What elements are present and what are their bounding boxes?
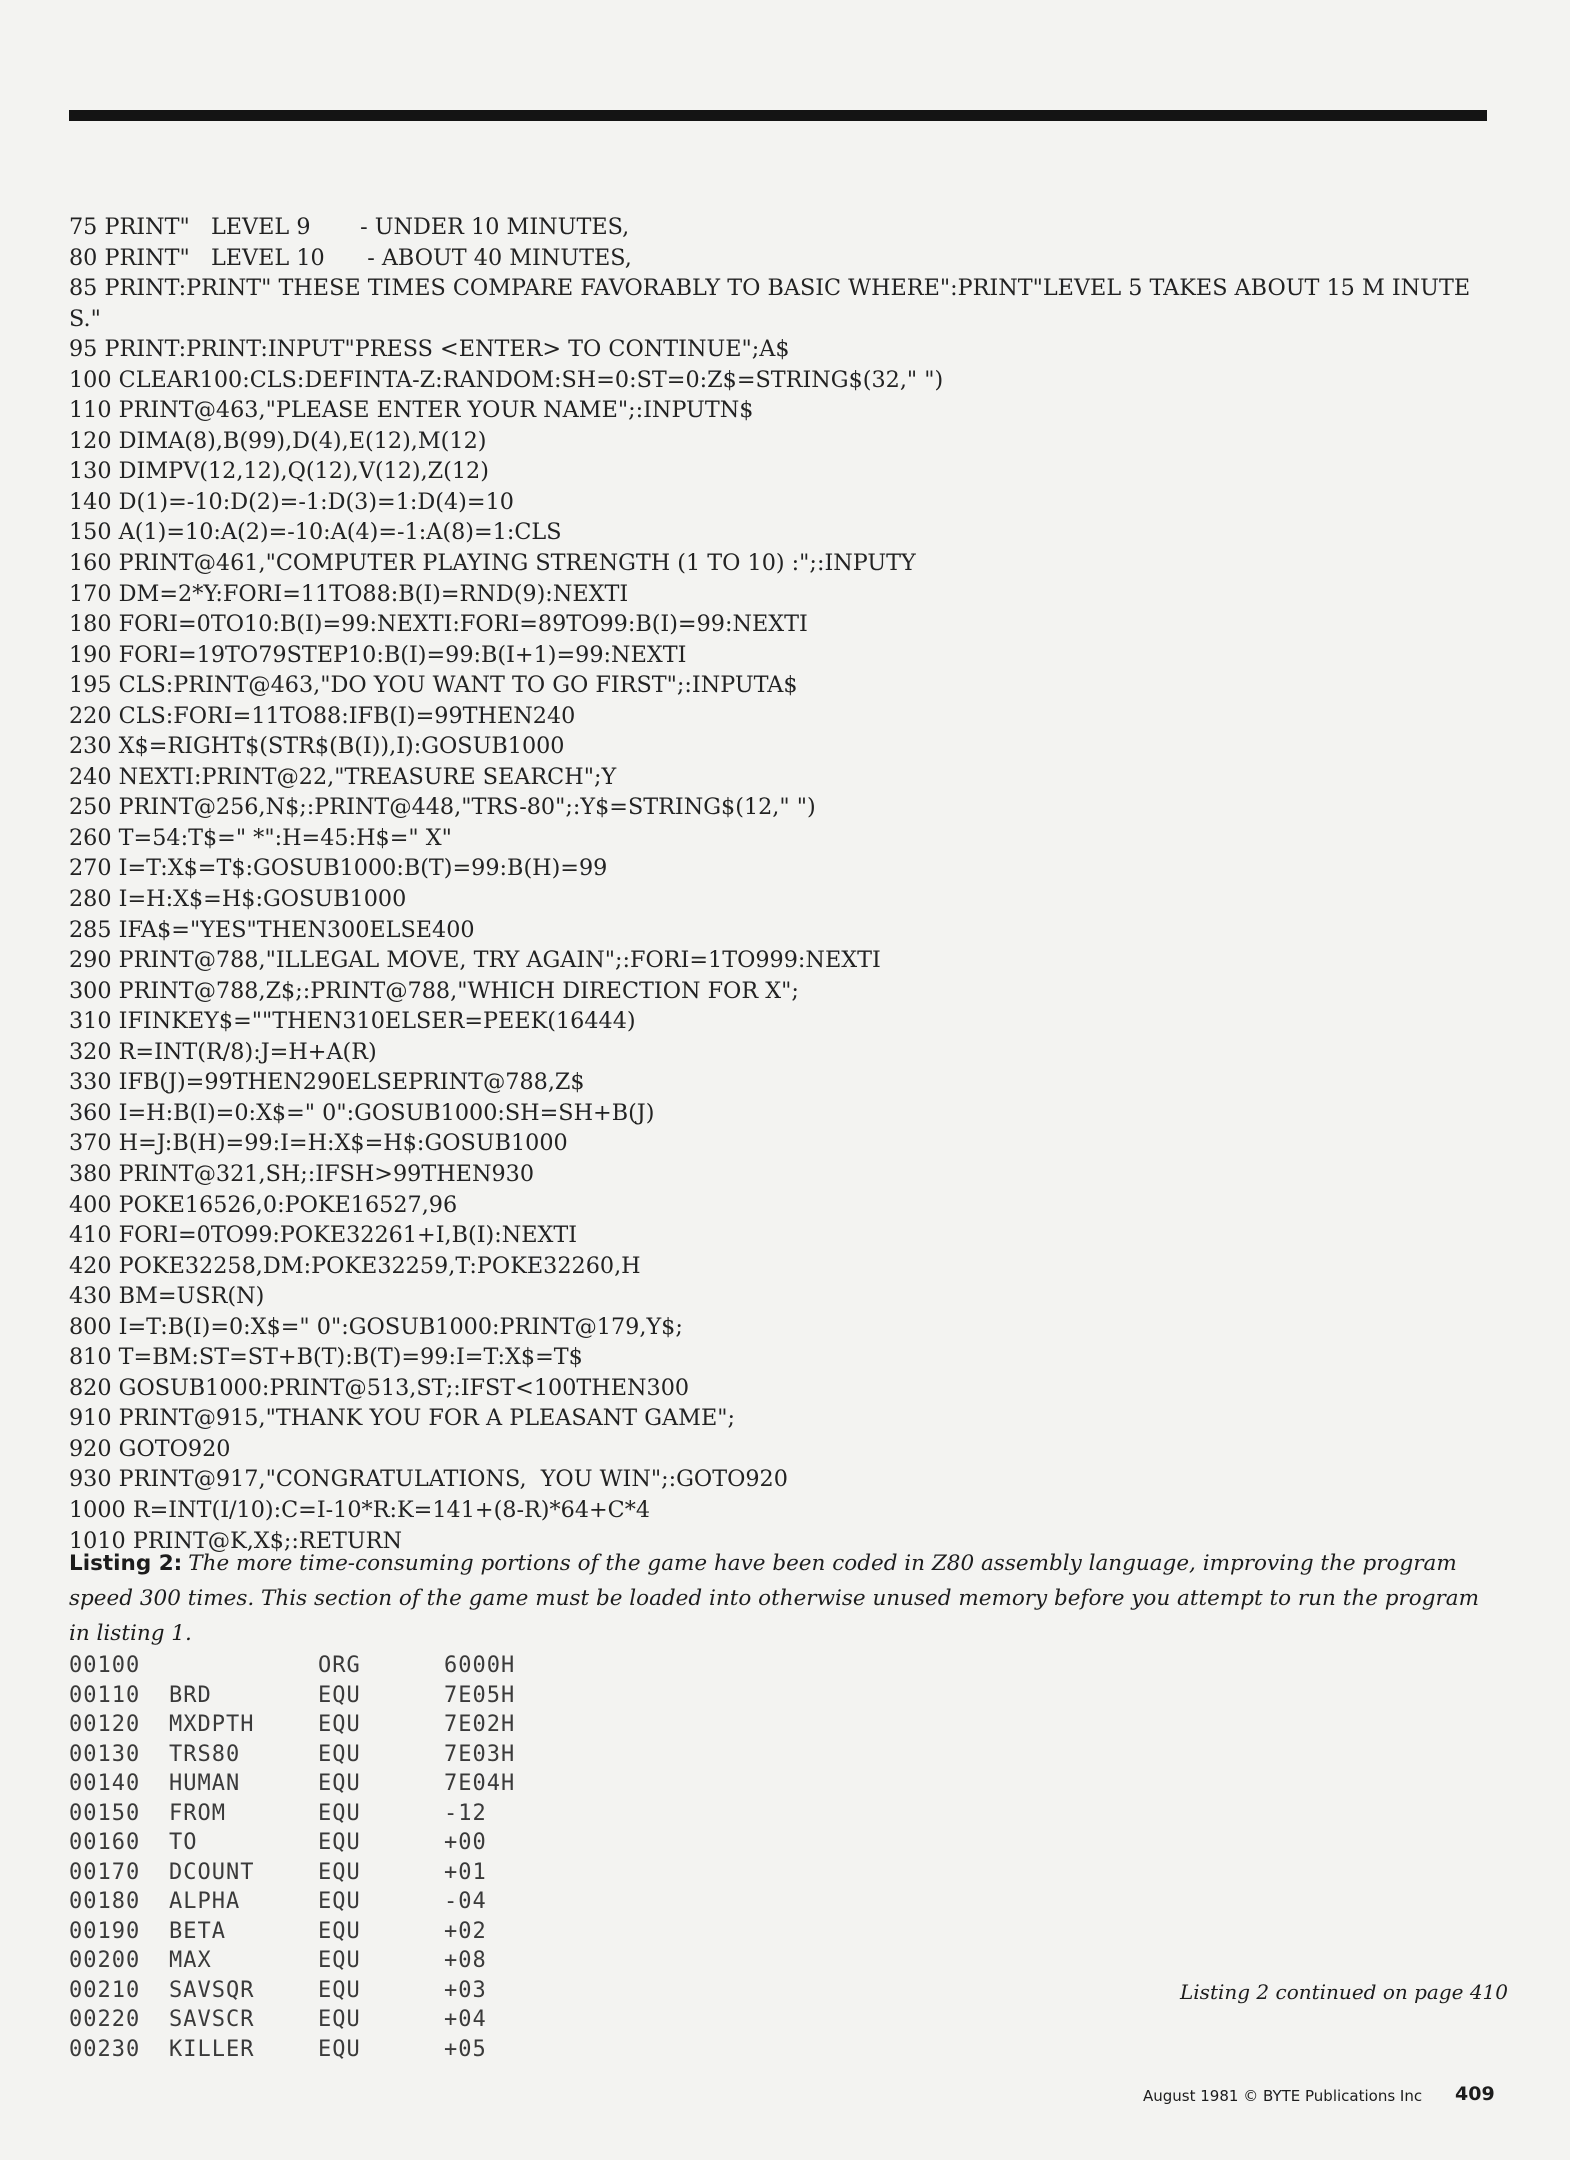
asm-label: TRS80 <box>169 1741 241 1767</box>
code-line: 80 PRINT" LEVEL 10 - ABOUT 40 MINUTES, <box>69 244 632 271</box>
asm-line-number: 00110 <box>69 1682 141 1708</box>
asm-operand: -12 <box>444 1800 487 1826</box>
code-line: 150 A(1)=10:A(2)=-10:A(4)=-1:A(8)=1:CLS <box>69 519 562 546</box>
asm-opcode: EQU <box>318 1889 361 1914</box>
asm-operand: 7E05H <box>444 1682 516 1708</box>
asm-line-number: 00230 <box>69 2036 141 2062</box>
asm-opcode: EQU <box>318 2036 361 2062</box>
asm-row <box>69 2005 789 2035</box>
asm-line-number: 00140 <box>69 1771 141 1796</box>
asm-label: ALPHA <box>169 1889 241 1914</box>
code-line: 1010 PRINT@K,X$;:RETURN <box>69 1527 402 1554</box>
asm-row <box>69 1740 789 1770</box>
code-line: 910 PRINT@915,"THANK YOU FOR A PLEASANT GAME"; <box>69 1405 736 1432</box>
asm-opcode: EQU <box>318 2007 361 2032</box>
code-line: 85 PRINT:PRINT" THESE TIMES COMPARE FAVORABLY TO BASIC WHERE":PRINT"LEVEL 5 TAKES ABOUT 15 M INUTES." <box>69 275 1471 332</box>
asm-row <box>69 1976 789 2006</box>
asm-line-number: 00100 <box>69 1653 141 1678</box>
asm-operand: -04 <box>444 1889 487 1914</box>
code-line: 400 POKE16526,0:POKE16527,96 <box>69 1191 458 1218</box>
asm-opcode: EQU <box>318 1948 361 1973</box>
asm-label: TO <box>169 1830 198 1855</box>
asm-label: FROM <box>169 1800 226 1826</box>
code-line: 930 PRINT@917,"CONGRATULATIONS, YOU WIN";:GOTO920 <box>69 1466 788 1493</box>
asm-label: HUMAN <box>169 1771 241 1796</box>
asm-line-number: 00210 <box>69 1977 141 2003</box>
listing-2-caption <box>69 1546 1489 1651</box>
asm-operand: +08 <box>444 1948 487 1973</box>
asm-line-number: 00170 <box>69 1859 141 1885</box>
asm-row <box>69 1681 789 1711</box>
asm-label: DCOUNT <box>169 1859 255 1885</box>
code-line: 250 PRINT@256,N$;:PRINT@448,"TRS-80";:Y$=STRING$(12," ") <box>69 794 816 821</box>
asm-opcode: EQU <box>318 1771 361 1796</box>
code-line: 820 GOSUB1000:PRINT@513,ST;:IFST<100THEN300 <box>69 1374 690 1401</box>
asm-operand: +03 <box>444 1977 487 2003</box>
asm-label: SAVSCR <box>169 2007 255 2032</box>
code-line: 810 T=BM:ST=ST+B(T):B(T)=99:I=T:X$=T$ <box>69 1344 583 1371</box>
code-line: 140 D(1)=-10:D(2)=-1:D(3)=1:D(4)=10 <box>69 488 514 515</box>
code-line: 280 I=H:X$=H$:GOSUB1000 <box>69 886 407 913</box>
code-line: 120 DIMA(8),B(99),D(4),E(12),M(12) <box>69 427 487 454</box>
code-line: 290 PRINT@788,"ILLEGAL MOVE, TRY AGAIN";:FORI=1TO999:NEXTI <box>69 947 881 974</box>
asm-line-number: 00160 <box>69 1830 141 1855</box>
footer-credit: August 1981 © BYTE Publications Inc <box>1143 2087 1423 2105</box>
code-line: 920 GOTO920 <box>69 1435 231 1462</box>
code-line: 270 I=T:X$=T$:GOSUB1000:B(T)=99:B(H)=99 <box>69 855 608 882</box>
page-number: 409 <box>1455 2083 1495 2105</box>
asm-row <box>69 1828 789 1858</box>
asm-row <box>69 1769 789 1799</box>
code-line: 800 I=T:B(I)=0:X$=" 0":GOSUB1000:PRINT@179,Y$; <box>69 1313 683 1340</box>
code-line: 310 IFINKEY$=""THEN310ELSER=PEEK(16444) <box>69 1008 636 1035</box>
asm-opcode: EQU <box>318 1682 361 1708</box>
asm-opcode: ORG <box>318 1653 361 1678</box>
basic-listing <box>69 212 1499 1556</box>
asm-operand: +01 <box>444 1859 487 1885</box>
asm-opcode: EQU <box>318 1859 361 1885</box>
asm-label: KILLER <box>169 2036 255 2062</box>
assembly-listing <box>69 1651 789 2064</box>
asm-row <box>69 1799 789 1829</box>
code-line: 320 R=INT(R/8):J=H+A(R) <box>69 1038 377 1065</box>
code-line: 410 FORI=0TO99:POKE32261+I,B(I):NEXTI <box>69 1222 578 1249</box>
asm-row <box>69 1917 789 1947</box>
asm-row <box>69 1887 789 1917</box>
code-line: 190 FORI=19TO79STEP10:B(I)=99:B(I+1)=99:NEXTI <box>69 641 687 668</box>
asm-row <box>69 1946 789 1976</box>
asm-label: BRD <box>169 1682 212 1708</box>
asm-row <box>69 1651 789 1681</box>
asm-line-number: 00190 <box>69 1918 141 1944</box>
caption-label: Listing 2: <box>69 1551 183 1576</box>
caption-text: The more time-consuming portions of the game have been coded in Z80 assembly language, improving the program speed 300 times. This section of the game must be loaded into otherwise unused memory before you attempt to run the program in listing 1. <box>69 1551 1479 1646</box>
asm-opcode: EQU <box>318 1918 361 1944</box>
code-line: 100 CLEAR100:CLS:DEFINTA-Z:RANDOM:SH=0:ST=0:Z$=STRING$(32," ") <box>69 366 944 393</box>
asm-opcode: EQU <box>318 1712 361 1737</box>
asm-opcode: EQU <box>318 1741 361 1767</box>
code-line: 170 DM=2*Y:FORI=11TO88:B(I)=RND(9):NEXTI <box>69 580 629 607</box>
asm-line-number: 00200 <box>69 1948 141 1973</box>
asm-label: MAX <box>169 1948 212 1973</box>
code-line: 95 PRINT:PRINT:INPUT"PRESS <ENTER> TO CONTINUE";A$ <box>69 336 790 363</box>
asm-operand: 6000H <box>444 1653 516 1678</box>
asm-line-number: 00150 <box>69 1800 141 1826</box>
asm-label: SAVSQR <box>169 1977 255 2003</box>
asm-opcode: EQU <box>318 1830 361 1855</box>
code-line: 195 CLS:PRINT@463,"DO YOU WANT TO GO FIRST";:INPUTA$ <box>69 672 798 699</box>
asm-opcode: EQU <box>318 1977 361 2003</box>
code-line: 110 PRINT@463,"PLEASE ENTER YOUR NAME";:INPUTN$ <box>69 397 754 424</box>
code-line: 75 PRINT" LEVEL 9 - UNDER 10 MINUTES, <box>69 214 630 240</box>
code-line: 420 POKE32258,DM:POKE32259,T:POKE32260,H <box>69 1252 641 1279</box>
code-line: 430 BM=USR(N) <box>69 1283 265 1310</box>
asm-operand: +05 <box>444 2036 487 2062</box>
asm-operand: +00 <box>444 1830 487 1855</box>
asm-row <box>69 2035 789 2065</box>
asm-label: MXDPTH <box>169 1712 255 1737</box>
continued-note: Listing 2 continued on page 410 <box>1180 1980 1508 2004</box>
code-line: 230 X$=RIGHT$(STR$(B(I)),I):GOSUB1000 <box>69 733 565 760</box>
code-line: 370 H=J:B(H)=99:I=H:X$=H$:GOSUB1000 <box>69 1130 568 1157</box>
code-line: 380 PRINT@321,SH;:IFSH>99THEN930 <box>69 1160 535 1187</box>
code-line: 240 NEXTI:PRINT@22,"TREASURE SEARCH";Y <box>69 763 617 790</box>
asm-label: BETA <box>169 1918 226 1944</box>
code-line: 300 PRINT@788,Z$;:PRINT@788,"WHICH DIRECTION FOR X"; <box>69 977 799 1004</box>
asm-line-number: 00120 <box>69 1712 141 1737</box>
code-line: 130 DIMPV(12,12),Q(12),V(12),Z(12) <box>69 458 489 485</box>
asm-operand: 7E03H <box>444 1741 516 1767</box>
code-line: 180 FORI=0TO10:B(I)=99:NEXTI:FORI=89TO99:B(I)=99:NEXTI <box>69 611 808 638</box>
asm-row <box>69 1858 789 1888</box>
asm-operand: +04 <box>444 2007 487 2032</box>
asm-operand: 7E02H <box>444 1712 516 1737</box>
asm-line-number: 00220 <box>69 2007 141 2032</box>
asm-line-number: 00130 <box>69 1741 141 1767</box>
code-line: 330 IFB(J)=99THEN290ELSEPRINT@788,Z$ <box>69 1069 585 1096</box>
asm-opcode: EQU <box>318 1800 361 1826</box>
code-line: 160 PRINT@461,"COMPUTER PLAYING STRENGTH (1 TO 10) :";:INPUTY <box>69 550 916 577</box>
asm-row <box>69 1710 789 1740</box>
code-line: 285 IFA$="YES"THEN300ELSE400 <box>69 916 475 943</box>
code-line: 360 I=H:B(I)=0:X$=" 0":GOSUB1000:SH=SH+B(J) <box>69 1099 655 1126</box>
code-line: 220 CLS:FORI=11TO88:IFB(I)=99THEN240 <box>69 702 576 729</box>
asm-operand: +02 <box>444 1918 487 1944</box>
top-rule <box>69 110 1487 121</box>
code-line: 1000 R=INT(I/10):C=I-10*R:K=141+(8-R)*64+C*4 <box>69 1496 651 1523</box>
asm-operand: 7E04H <box>444 1771 516 1796</box>
asm-line-number: 00180 <box>69 1889 141 1914</box>
code-line: 260 T=54:T$=" *":H=45:H$=" X" <box>69 824 452 851</box>
